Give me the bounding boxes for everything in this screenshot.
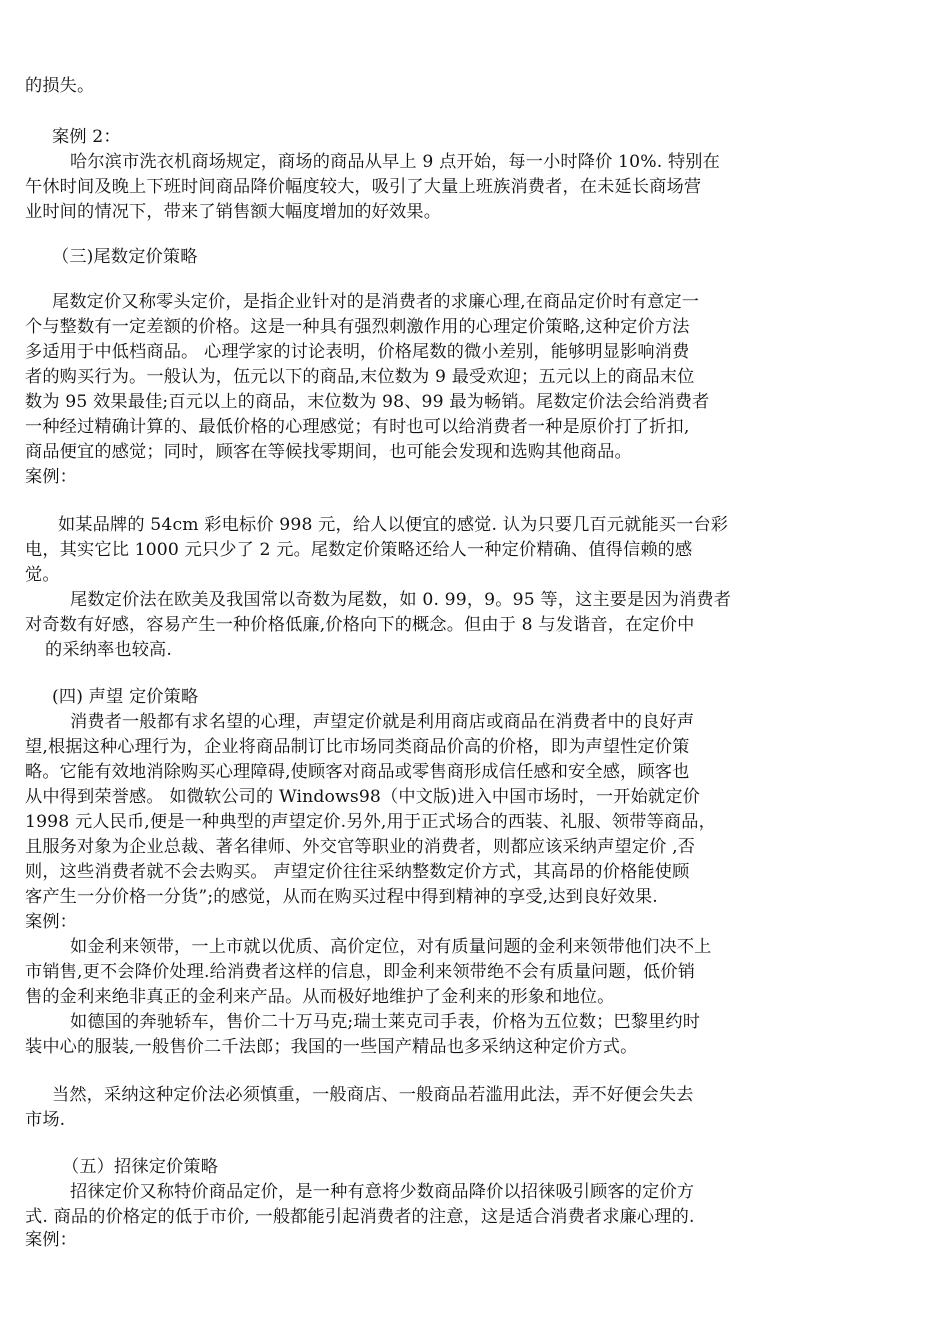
text-line: 售的金利来绝非真正的金利来产品。从而极好地维护了金利来的形象和地位。 [25, 987, 615, 1007]
text-line: 装中心的服装,一般售价二千法郎；我国的一些国产精品也多采纳这种定价方式。 [25, 1037, 638, 1057]
text-line: 式. 商品的价格定的低于市价, 一般都能引起消费者的注意，这是适合消费者求廉心理的. [25, 1207, 695, 1227]
text-line: 午休时间及晚上下班时间商品降价幅度较大，吸引了大量上班族消费者，在未延长商场营 [25, 177, 702, 197]
section-heading: (四) 声望 定价策略 [52, 687, 199, 707]
case-heading: 案例 2： [52, 127, 121, 147]
case-heading: 案例： [25, 1230, 78, 1250]
text-line: 从中得到荣誉感。 如微软公司的 Windows98（中文版)进入中国市场时，一开始就定价 [25, 787, 700, 807]
text-line: 觉。 [25, 565, 60, 585]
text-line: 的损失。 [25, 76, 95, 96]
text-line: 商品便宜的感觉；同时，顾客在等候找零期间，也可能会发现和选购其他商品。 [25, 442, 632, 462]
text-line: 的采纳率也较高. [45, 640, 172, 660]
text-line: 个与整数有一定差额的价格。这是一种具有强烈刺激作用的心理定价策略,这种定价方法 [25, 317, 690, 337]
text-line: 当然，采纳这种定价法必须慎重，一般商店、一般商品若滥用此法，弄不好便会失去 [52, 1085, 694, 1105]
section-heading: （五）招徕定价策略 [62, 1157, 219, 1177]
text-line: 如金利来领带，一上市就以优质、高价定位，对有质量问题的金利来领带他们决不上 [70, 937, 712, 957]
text-line: 一种经过精确计算的、最低价格的心理感觉；有时也可以给消费者一种是原价打了折扣, [25, 417, 690, 437]
text-line: 招徕定价又称特价商品定价，是一种有意将少数商品降价以招徕吸引顾客的定价方 [70, 1182, 695, 1202]
section-heading: （三)尾数定价策略 [52, 247, 198, 267]
text-line: 业时间的情况下，带来了销售额大幅度增加的好效果。 [25, 202, 442, 222]
text-line: 电，其实它比 1000 元只少了 2 元。尾数定价策略还给人一种定价精确、值得信赖的感 [25, 540, 693, 560]
text-line: 哈尔滨市洗衣机商场规定，商场的商品从早上 9 点开始，每一小时降价 10%. 特别在 [70, 152, 720, 172]
text-line: 市销售,更不会降价处理.给消费者这样的信息，即金利来领带绝不会有质量问题，低价销 [25, 962, 696, 982]
text-line: 市场. [25, 1110, 66, 1130]
text-line: 如德国的奔驰轿车，售价二十万马克;瑞士莱克司手表，价格为五位数；巴黎里约时 [70, 1012, 701, 1032]
text-line: 尾数定价又称零头定价，是指企业针对的是消费者的求廉心理,在商品定价时有意定一 [52, 292, 700, 312]
text-line: 略。它能有效地消除购买心理障碍,使顾客对商品或零售商形成信任感和安全感，顾客也 [25, 762, 690, 782]
text-line: 多适用于中低档商品。 心理学家的讨论表明，价格尾数的微小差别，能够明显影响消费 [25, 342, 690, 362]
text-line: 数为 95 效果最佳;百元以上的商品，末位数为 98、99 最为畅销。尾数定价法会给消费者 [25, 392, 710, 412]
text-line: 则，这些消费者就不会去购买。 声望定价往往采纳整数定价方式，其高昂的价格能使顾 [25, 862, 690, 882]
text-line: 且服务对象为企业总裁、著名律师、外交官等职业的消费者，则都应该采纳声望定价 ,否 [25, 837, 696, 857]
case-heading: 案例： [25, 912, 78, 932]
text-line: 对奇数有好感，容易产生一种价格低廉,价格向下的概念。但由于 8 与发谐音，在定价中 [25, 615, 695, 635]
text-line: 尾数定价法在欧美及我国常以奇数为尾数，如 0. 99，9。95 等，这主要是因为消费者 [70, 590, 732, 610]
case-heading: 案例： [25, 467, 78, 487]
text-line: 客产生一分价格一分货”;的感觉，从而在购买过程中得到精神的享受,达到良好效果. [25, 887, 658, 907]
text-line: 者的购买行为。一般认为，伍元以下的商品,末位数为 9 最受欢迎；五元以上的商品末位 [25, 367, 695, 387]
text-line: 1998 元人民币,便是一种典型的声望定价.另外,用于正式场合的西装、礼服、领带等商品， [25, 812, 716, 832]
text-line: 消费者一般都有求名望的心理，声望定价就是利用商店或商品在消费者中的良好声 [70, 712, 695, 732]
text-line: 望,根据这种心理行为，企业将商品制订比市场同类商品价高的价格，即为声望性定价策 [25, 737, 690, 757]
text-line: 如某品牌的 54cm 彩电标价 998 元，给人以便宜的感觉. 认为只要几百元就能买一台彩 [58, 515, 729, 535]
